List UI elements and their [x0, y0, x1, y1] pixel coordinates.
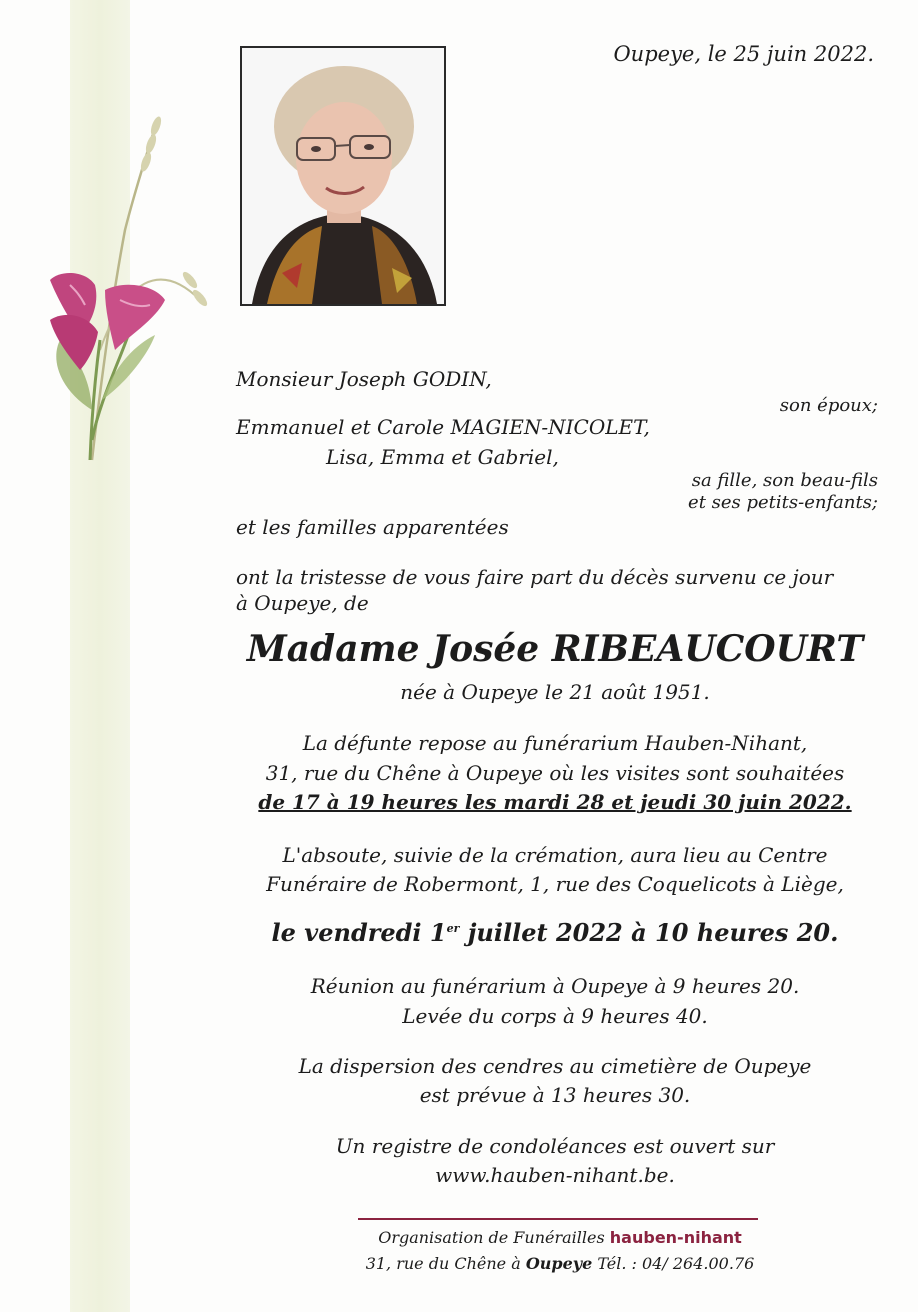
announcement-line-2: à Oupeye, de [236, 591, 369, 615]
footer-divider [358, 1218, 758, 1220]
family-line-relatives: et les familles apparentées [236, 515, 509, 539]
birth-line: née à Oupeye le 21 août 1951. [400, 680, 710, 704]
footer-address-suffix: Tél. : 04/ 264.00.76 [592, 1254, 755, 1273]
role-daughter: sa fille, son beau-fils [691, 470, 878, 491]
ceremony-line-2: Funéraire de Robermont, 1, rue des Coquelicots à Liège, [266, 872, 844, 896]
deceased-name: Madame Josée RIBEAUCOURT [246, 628, 864, 670]
footer-org-prefix: Organisation de Funérailles [378, 1228, 610, 1247]
condolences-website-link[interactable]: www.hauben-nihant.be. [435, 1163, 675, 1187]
ceremony-date-suffix: juillet 2022 à 10 heures 20. [459, 918, 839, 947]
portrait-photo [240, 46, 446, 306]
announcement-line-1: ont la tristesse de vous faire part du décès survenu ce jour [236, 565, 834, 589]
ceremony-line-1: L'absoute, suivie de la crémation, aura lieu au Centre [282, 843, 828, 867]
footer-organisation [330, 1228, 790, 1247]
role-spouse: son époux; [779, 395, 878, 416]
ceremony-date [210, 918, 900, 947]
ceremony-date-sup: er [446, 922, 460, 935]
role-grandchildren: et ses petits-enfants; [688, 492, 878, 513]
portrait-image [242, 48, 444, 304]
meeting-line-1: Réunion au funérarium à Oupeye à 9 heures 20. [310, 974, 800, 998]
ceremony-date-prefix: le vendredi 1 [271, 918, 447, 947]
brand-logo: hauben-nihant [609, 1228, 742, 1247]
dispersion-line-2: est prévue à 13 heures 30. [419, 1083, 691, 1107]
visitation-hours: de 17 à 19 heures les mardi 28 et jeudi 30 juin 2022. [258, 790, 852, 814]
footer-address-city: Oupeye [525, 1254, 593, 1273]
dispersion-line-1: La dispersion des cendres au cimetière de Oupeye [298, 1054, 812, 1078]
family-line-spouse: Monsieur Joseph GODIN, [236, 367, 492, 391]
footer-address-prefix: 31, rue du Chêne à [365, 1254, 526, 1273]
date-line: Oupeye, le 25 juin 2022. [613, 42, 874, 66]
condolences-line-1: Un registre de condoléances est ouvert sur [335, 1134, 775, 1158]
meeting-line-2: Levée du corps à 9 heures 40. [402, 1004, 708, 1028]
visitation-line-2: 31, rue du Chêne à Oupeye où les visites sont souhaitées [265, 761, 845, 785]
footer-address [330, 1254, 790, 1273]
calla-lily-icon [30, 110, 220, 470]
visitation-line-1: La défunte repose au funérarium Hauben-Nihant, [302, 731, 808, 755]
family-line-grandchildren: Lisa, Emma et Gabriel, [326, 445, 559, 469]
family-line-daughter: Emmanuel et Carole MAGIEN-NICOLET, [236, 415, 650, 439]
